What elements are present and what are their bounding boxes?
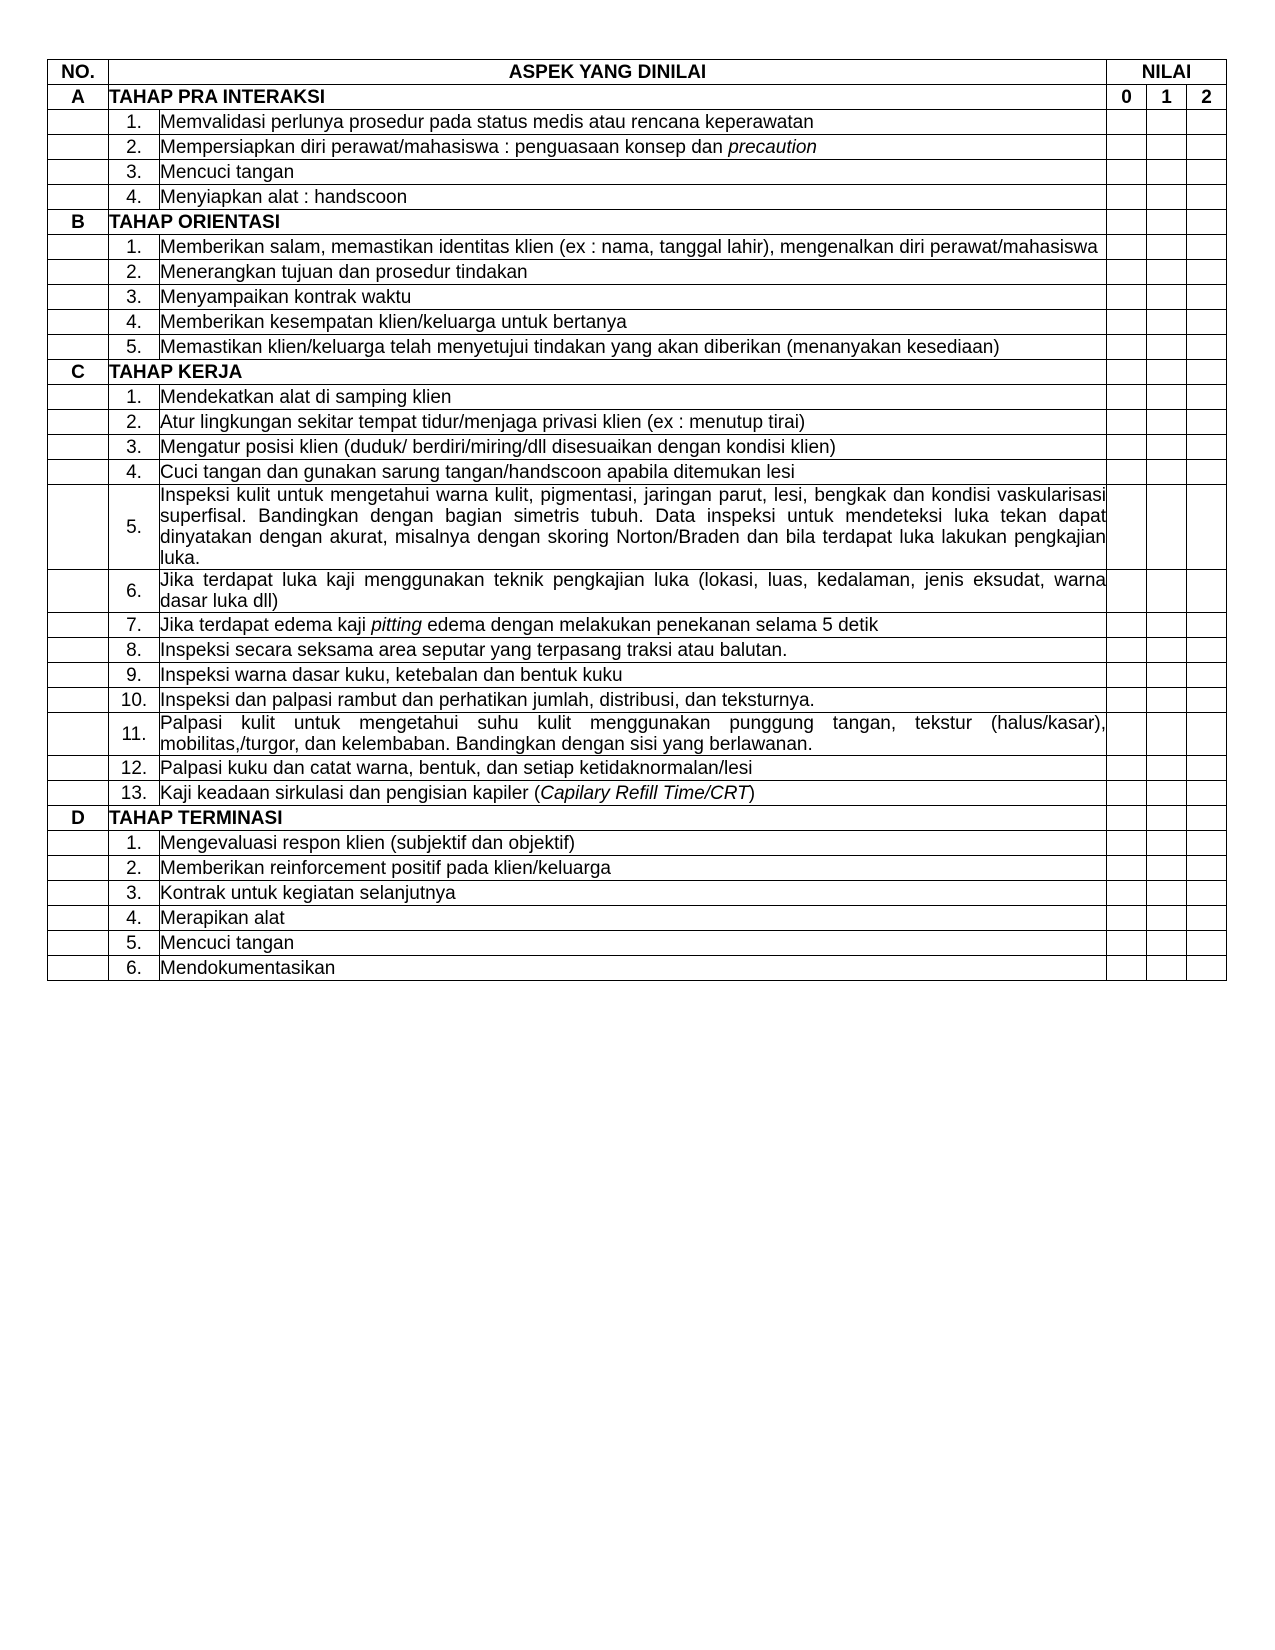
empty-cell (48, 435, 109, 460)
empty-cell (48, 956, 109, 981)
item-description (160, 235, 1107, 260)
checklist-item-row (48, 435, 1227, 460)
empty-cell (48, 160, 109, 185)
item-text: Menyampaikan kontrak waktu (160, 286, 412, 308)
item-description (160, 881, 1107, 906)
checklist-item-row (48, 831, 1227, 856)
checklist-item-row (48, 410, 1227, 435)
item-number: 4. (109, 460, 160, 485)
score-checkbox-cell[interactable] (1187, 185, 1227, 210)
empty-cell (48, 410, 109, 435)
checklist-item-row (48, 881, 1227, 906)
item-number: 5. (109, 931, 160, 956)
section-title: TAHAP PRA INTERAKSI (109, 85, 1107, 110)
empty-cell (48, 310, 109, 335)
score-checkbox-cell[interactable] (1187, 638, 1227, 663)
score-checkbox-cell[interactable] (1107, 435, 1147, 460)
score-checkbox-cell[interactable] (1107, 570, 1147, 613)
item-description (160, 756, 1107, 781)
item-text: Memberikan reinforcement positif pada klien/keluarga (160, 857, 611, 879)
empty-cell (48, 460, 109, 485)
checklist-item-row (48, 956, 1227, 981)
empty-cell (48, 638, 109, 663)
item-number: 10. (109, 688, 160, 713)
item-description (160, 485, 1107, 570)
empty-cell (48, 485, 109, 570)
score-checkbox-cell[interactable] (1107, 460, 1147, 485)
score-checkbox-cell[interactable] (1107, 663, 1147, 688)
empty-cell (48, 688, 109, 713)
item-description (160, 285, 1107, 310)
checklist-item-row (48, 335, 1227, 360)
score-cell (1107, 360, 1147, 385)
empty-cell (48, 285, 109, 310)
score-checkbox-cell[interactable] (1107, 613, 1147, 638)
score-cell (1147, 806, 1187, 831)
section-letter: A (48, 85, 109, 110)
item-text: Mencuci tangan (160, 932, 295, 954)
item-description (160, 135, 1107, 160)
checklist-item-row (48, 310, 1227, 335)
score-checkbox-cell[interactable] (1107, 160, 1147, 185)
item-text: Mencuci tangan (160, 161, 295, 183)
empty-cell (48, 260, 109, 285)
score-value-header: 2 (1187, 85, 1227, 110)
score-checkbox-cell[interactable] (1187, 160, 1227, 185)
item-number: 1. (109, 235, 160, 260)
score-checkbox-cell[interactable] (1187, 285, 1227, 310)
empty-cell (48, 185, 109, 210)
section-row (48, 360, 1227, 385)
score-checkbox-cell[interactable] (1147, 638, 1187, 663)
score-checkbox-cell[interactable] (1147, 613, 1187, 638)
item-text: Mempersiapkan diri perawat/mahasiswa : penguasaan konsep dan (160, 136, 729, 158)
score-checkbox-cell[interactable] (1107, 931, 1147, 956)
checklist-item-row (48, 385, 1227, 410)
score-checkbox-cell[interactable] (1147, 881, 1187, 906)
checklist-item-row (48, 663, 1227, 688)
item-number: 5. (109, 485, 160, 570)
score-checkbox-cell[interactable] (1107, 260, 1147, 285)
checklist-item-row (48, 756, 1227, 781)
item-description (160, 570, 1107, 613)
score-checkbox-cell[interactable] (1107, 756, 1147, 781)
item-text: Mengevaluasi respon klien (subjektif dan objektif) (160, 832, 576, 854)
empty-cell (48, 663, 109, 688)
item-number: 2. (109, 856, 160, 881)
score-checkbox-cell[interactable] (1147, 663, 1187, 688)
header-score: NILAI (1107, 60, 1227, 85)
empty-cell (48, 613, 109, 638)
score-checkbox-cell[interactable] (1107, 831, 1147, 856)
score-checkbox-cell[interactable] (1187, 663, 1227, 688)
score-cell (1147, 360, 1187, 385)
item-italic-term: Capilary Refill Time/CRT (540, 782, 749, 804)
score-checkbox-cell[interactable] (1187, 856, 1227, 881)
score-checkbox-cell[interactable] (1187, 881, 1227, 906)
score-checkbox-cell[interactable] (1187, 956, 1227, 981)
item-text: Palpasi kuku dan catat warna, bentuk, dan setiap ketidaknormalan/lesi (160, 757, 753, 779)
item-description (160, 713, 1107, 756)
item-text: Jika terdapat edema kaji (160, 614, 372, 636)
checklist-item-row (48, 160, 1227, 185)
section-row (48, 210, 1227, 235)
item-text: Jika terdapat luka kaji menggunakan teknik pengkajian luka (lokasi, luas, kedalaman, jenis eksudat, warna dasar luka dll) (160, 570, 1106, 612)
checklist-item-row (48, 781, 1227, 806)
item-text: Memastikan klien/keluarga telah menyetujui tindakan yang akan diberikan (menanyakan kesediaan) (160, 336, 1000, 358)
section-row (48, 85, 1227, 110)
item-number: 5. (109, 335, 160, 360)
item-text: Inspeksi dan palpasi rambut dan perhatikan jumlah, distribusi, dan teksturnya. (160, 689, 815, 711)
score-checkbox-cell[interactable] (1147, 435, 1187, 460)
score-checkbox-cell[interactable] (1147, 110, 1187, 135)
score-checkbox-cell[interactable] (1107, 906, 1147, 931)
score-cell (1107, 806, 1147, 831)
empty-cell (48, 756, 109, 781)
section-title: TAHAP ORIENTASI (109, 210, 1107, 235)
item-description (160, 385, 1107, 410)
item-description (160, 906, 1107, 931)
item-description (160, 435, 1107, 460)
item-description (160, 831, 1107, 856)
empty-cell (48, 570, 109, 613)
score-checkbox-cell[interactable] (1147, 831, 1187, 856)
score-cell (1187, 210, 1227, 235)
empty-cell (48, 110, 109, 135)
empty-cell (48, 906, 109, 931)
score-checkbox-cell[interactable] (1187, 756, 1227, 781)
checklist-item-row (48, 485, 1227, 570)
score-checkbox-cell[interactable] (1107, 713, 1147, 756)
score-checkbox-cell[interactable] (1187, 435, 1227, 460)
score-checkbox-cell[interactable] (1187, 110, 1227, 135)
score-checkbox-cell[interactable] (1107, 485, 1147, 570)
empty-cell (48, 881, 109, 906)
item-description (160, 110, 1107, 135)
score-checkbox-cell[interactable] (1147, 160, 1187, 185)
item-text: Merapikan alat (160, 907, 285, 929)
item-number: 3. (109, 285, 160, 310)
empty-cell (48, 713, 109, 756)
item-description (160, 956, 1107, 981)
checklist-item-row (48, 460, 1227, 485)
item-number: 3. (109, 160, 160, 185)
empty-cell (48, 781, 109, 806)
score-checkbox-cell[interactable] (1107, 781, 1147, 806)
checklist-item-row (48, 906, 1227, 931)
section-letter: C (48, 360, 109, 385)
item-text: Mengatur posisi klien (duduk/ berdiri/miring/dll disesuaikan dengan kondisi klien) (160, 436, 836, 458)
score-checkbox-cell[interactable] (1187, 931, 1227, 956)
score-checkbox-cell[interactable] (1187, 310, 1227, 335)
item-number: 4. (109, 310, 160, 335)
item-number: 4. (109, 185, 160, 210)
item-description (160, 185, 1107, 210)
item-description (160, 638, 1107, 663)
item-text: Mendekatkan alat di samping klien (160, 386, 452, 408)
score-checkbox-cell[interactable] (1187, 260, 1227, 285)
empty-cell (48, 385, 109, 410)
score-checkbox-cell[interactable] (1147, 260, 1187, 285)
section-title: TAHAP TERMINASI (109, 806, 1107, 831)
score-checkbox-cell[interactable] (1187, 135, 1227, 160)
item-number: 6. (109, 570, 160, 613)
item-number: 7. (109, 613, 160, 638)
checklist-item-row (48, 235, 1227, 260)
score-checkbox-cell[interactable] (1107, 310, 1147, 335)
score-checkbox-cell[interactable] (1147, 931, 1187, 956)
item-number: 2. (109, 260, 160, 285)
item-text: Memberikan kesempatan klien/keluarga untuk bertanya (160, 311, 627, 333)
empty-cell (48, 931, 109, 956)
item-text: Menyiapkan alat : handscoon (160, 186, 408, 208)
item-number: 12. (109, 756, 160, 781)
item-description (160, 410, 1107, 435)
item-description (160, 781, 1107, 806)
item-description (160, 613, 1107, 638)
score-checkbox-cell[interactable] (1147, 385, 1187, 410)
item-description (160, 310, 1107, 335)
item-text: Palpasi kulit untuk mengetahui suhu kulit menggunakan punggung tangan, tekstur (halus/kasar), mobilitas,/turgor, dan kelembaban. Bandingkan dengan sisi yang berlawanan. (160, 713, 1106, 755)
score-checkbox-cell[interactable] (1147, 185, 1187, 210)
score-checkbox-cell[interactable] (1147, 135, 1187, 160)
checklist-item-row (48, 185, 1227, 210)
score-checkbox-cell[interactable] (1147, 756, 1187, 781)
score-value-header: 0 (1107, 85, 1147, 110)
score-checkbox-cell[interactable] (1187, 781, 1227, 806)
item-italic-term: pitting (371, 614, 422, 636)
score-checkbox-cell[interactable] (1147, 335, 1187, 360)
empty-cell (48, 135, 109, 160)
item-number: 3. (109, 881, 160, 906)
empty-cell (48, 856, 109, 881)
score-checkbox-cell[interactable] (1187, 385, 1227, 410)
item-description (160, 260, 1107, 285)
section-letter: D (48, 806, 109, 831)
item-text: Menerangkan tujuan dan prosedur tindakan (160, 261, 528, 283)
score-checkbox-cell[interactable] (1187, 570, 1227, 613)
score-checkbox-cell[interactable] (1107, 335, 1147, 360)
score-checkbox-cell[interactable] (1147, 235, 1187, 260)
item-text-after: ) (748, 782, 756, 804)
score-checkbox-cell[interactable] (1187, 688, 1227, 713)
item-description (160, 335, 1107, 360)
score-checkbox-cell[interactable] (1187, 235, 1227, 260)
item-number: 2. (109, 135, 160, 160)
score-cell (1187, 360, 1227, 385)
empty-cell (48, 335, 109, 360)
score-checkbox-cell[interactable] (1187, 410, 1227, 435)
score-checkbox-cell[interactable] (1147, 310, 1187, 335)
checklist-item-row (48, 638, 1227, 663)
item-number: 2. (109, 410, 160, 435)
item-number: 4. (109, 906, 160, 931)
item-text-after: edema dengan melakukan penekanan selama 5 detik (421, 614, 879, 636)
score-checkbox-cell[interactable] (1107, 638, 1147, 663)
score-checkbox-cell[interactable] (1147, 485, 1187, 570)
score-checkbox-cell[interactable] (1147, 570, 1187, 613)
score-checkbox-cell[interactable] (1147, 460, 1187, 485)
header-row (48, 60, 1227, 85)
item-text: Kaji keadaan sirkulasi dan pengisian kapiler ( (160, 782, 541, 804)
item-text: Inspeksi secara seksama area seputar yang terpasang traksi atau balutan. (160, 639, 788, 661)
item-text: Kontrak untuk kegiatan selanjutnya (160, 882, 456, 904)
score-checkbox-cell[interactable] (1187, 713, 1227, 756)
item-text: Memvalidasi perlunya prosedur pada status medis atau rencana keperawatan (160, 111, 814, 133)
item-number: 1. (109, 385, 160, 410)
score-checkbox-cell[interactable] (1147, 285, 1187, 310)
item-number: 13. (109, 781, 160, 806)
checklist-item-row (48, 688, 1227, 713)
score-checkbox-cell[interactable] (1147, 781, 1187, 806)
score-checkbox-cell[interactable] (1107, 135, 1147, 160)
item-number: 11. (109, 713, 160, 756)
score-checkbox-cell[interactable] (1187, 485, 1227, 570)
item-text: Mendokumentasikan (160, 957, 336, 979)
item-description (160, 856, 1107, 881)
item-number: 8. (109, 638, 160, 663)
item-number: 9. (109, 663, 160, 688)
item-description (160, 931, 1107, 956)
score-checkbox-cell[interactable] (1107, 881, 1147, 906)
assessment-checklist-table (47, 59, 1227, 981)
score-checkbox-cell[interactable] (1187, 831, 1227, 856)
empty-cell (48, 235, 109, 260)
checklist-item-row (48, 135, 1227, 160)
item-text: Inspeksi kulit untuk mengetahui warna kulit, pigmentasi, jaringan parut, lesi, bengkak dan kondisi vaskularisasi superfisal. Bandingkan dengan bagian simetris tubuh. Data inspeksi untuk mendeteksi luka tekan dapat dinyatakan dengan akurat, misalnya dengan skoring Norton/Braden dan bila terdapat luka lakukan pengkajian luka. (160, 485, 1106, 569)
score-checkbox-cell[interactable] (1107, 285, 1147, 310)
score-checkbox-cell[interactable] (1147, 410, 1187, 435)
section-row (48, 806, 1227, 831)
score-checkbox-cell[interactable] (1187, 906, 1227, 931)
score-checkbox-cell[interactable] (1107, 688, 1147, 713)
score-checkbox-cell[interactable] (1147, 688, 1187, 713)
item-description (160, 688, 1107, 713)
score-checkbox-cell[interactable] (1187, 613, 1227, 638)
section-letter: B (48, 210, 109, 235)
checklist-item-row (48, 260, 1227, 285)
header-no: NO. (48, 60, 109, 85)
checklist-item-row (48, 931, 1227, 956)
score-checkbox-cell[interactable] (1107, 856, 1147, 881)
item-text: Inspeksi warna dasar kuku, ketebalan dan bentuk kuku (160, 664, 623, 686)
item-description (160, 160, 1107, 185)
score-cell (1107, 210, 1147, 235)
item-number: 3. (109, 435, 160, 460)
item-number: 1. (109, 831, 160, 856)
score-checkbox-cell[interactable] (1187, 460, 1227, 485)
checklist-body (48, 85, 1227, 981)
section-title: TAHAP KERJA (109, 360, 1107, 385)
score-cell (1187, 806, 1227, 831)
item-text: Atur lingkungan sekitar tempat tidur/menjaga privasi klien (ex : menutup tirai) (160, 411, 806, 433)
score-value-header: 1 (1147, 85, 1187, 110)
score-checkbox-cell[interactable] (1147, 956, 1187, 981)
checklist-item-row (48, 285, 1227, 310)
item-number: 1. (109, 110, 160, 135)
item-description (160, 663, 1107, 688)
header-aspect: ASPEK YANG DINILAI (109, 60, 1107, 85)
score-checkbox-cell[interactable] (1107, 956, 1147, 981)
score-checkbox-cell[interactable] (1107, 385, 1147, 410)
score-checkbox-cell[interactable] (1107, 235, 1147, 260)
score-checkbox-cell[interactable] (1107, 110, 1147, 135)
checklist-item-row (48, 856, 1227, 881)
score-checkbox-cell[interactable] (1107, 185, 1147, 210)
checklist-item-row (48, 613, 1227, 638)
score-checkbox-cell[interactable] (1147, 856, 1187, 881)
empty-cell (48, 831, 109, 856)
score-checkbox-cell[interactable] (1147, 713, 1187, 756)
item-description (160, 460, 1107, 485)
item-text: Memberikan salam, memastikan identitas klien (ex : nama, tanggal lahir), mengenalkan diri perawat/mahasiswa (160, 236, 1098, 258)
checklist-item-row (48, 713, 1227, 756)
checklist-item-row (48, 570, 1227, 613)
score-checkbox-cell[interactable] (1107, 410, 1147, 435)
item-italic-term: precaution (728, 136, 817, 158)
score-checkbox-cell[interactable] (1147, 906, 1187, 931)
score-cell (1147, 210, 1187, 235)
item-number: 6. (109, 956, 160, 981)
item-text: Cuci tangan dan gunakan sarung tangan/handscoon apabila ditemukan lesi (160, 461, 795, 483)
score-checkbox-cell[interactable] (1187, 335, 1227, 360)
checklist-item-row (48, 110, 1227, 135)
